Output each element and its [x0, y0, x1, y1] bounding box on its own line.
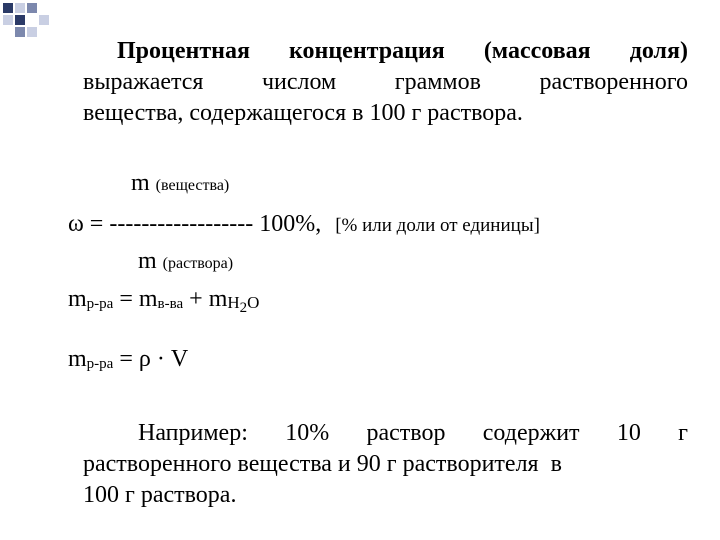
- corner-square: [27, 27, 37, 37]
- corner-square: [15, 27, 25, 37]
- subscript-o: O: [247, 293, 260, 312]
- definition-line-3: вещества, содержащегося в 100 г раствора.: [83, 100, 523, 126]
- example-word: Например:: [138, 420, 248, 446]
- times-100: 100%,: [253, 211, 322, 237]
- example-word: г: [678, 420, 688, 446]
- numerator-m: m: [131, 170, 150, 196]
- corner-square: [27, 3, 37, 13]
- corner-square: [3, 15, 13, 25]
- subscript-2: 2: [239, 300, 248, 316]
- example-line-3: 100 г раствора.: [83, 482, 237, 508]
- definition-word: Процентная: [117, 38, 250, 64]
- corner-square: [3, 3, 13, 13]
- bracket-note: [% или доли от единицы]: [335, 215, 540, 236]
- formula-density: [68, 346, 188, 373]
- subscript-h: H: [227, 293, 240, 312]
- definition-word: доля): [629, 38, 688, 64]
- numerator-label: (вещества): [155, 177, 230, 194]
- m-symbol: m: [68, 346, 87, 372]
- definition-word: числом: [261, 69, 337, 95]
- subscript-solution: р-ра: [86, 296, 114, 312]
- m-symbol: m: [138, 286, 158, 312]
- fraction-line: ------------------: [109, 211, 254, 237]
- denominator-label: (раствора): [162, 255, 234, 272]
- subscript-solution: р-ра: [86, 356, 114, 372]
- example-word: 10: [616, 420, 641, 446]
- subscript-solute: в-ва: [157, 296, 184, 312]
- definition-line-2: [83, 67, 688, 98]
- m-symbol: m: [208, 286, 228, 312]
- corner-square: [15, 3, 25, 13]
- example-word: содержит: [482, 420, 580, 446]
- corner-decoration: [0, 0, 60, 40]
- example-line-2: растворенного вещества и 90 г растворителя в: [83, 451, 562, 477]
- equals-sign: =: [113, 286, 139, 312]
- denominator-m: m: [138, 248, 157, 274]
- formula-denominator: [138, 248, 233, 275]
- definition-line-1: [83, 36, 688, 67]
- corner-square: [39, 15, 49, 25]
- example-paragraph: [83, 418, 688, 511]
- definition-word: растворенного: [539, 69, 688, 95]
- m-symbol: m: [68, 286, 87, 312]
- formula-main-line: [68, 211, 540, 238]
- formula-mass-sum: [68, 286, 259, 317]
- definition-word: выражается: [83, 69, 204, 95]
- example-word: раствор: [366, 420, 446, 446]
- formula-numerator: [131, 170, 229, 197]
- omega-lhs: ω =: [68, 211, 110, 237]
- plus-sign: +: [183, 286, 209, 312]
- definition-word: граммов: [394, 69, 481, 95]
- definition-word: концентрация: [289, 38, 445, 64]
- definition-word: (массовая: [483, 38, 591, 64]
- example-word: 10%: [285, 420, 330, 446]
- example-line-1: [83, 418, 688, 449]
- definition-paragraph: [83, 36, 688, 129]
- corner-square: [15, 15, 25, 25]
- density-rest: = ρ · V: [113, 346, 189, 372]
